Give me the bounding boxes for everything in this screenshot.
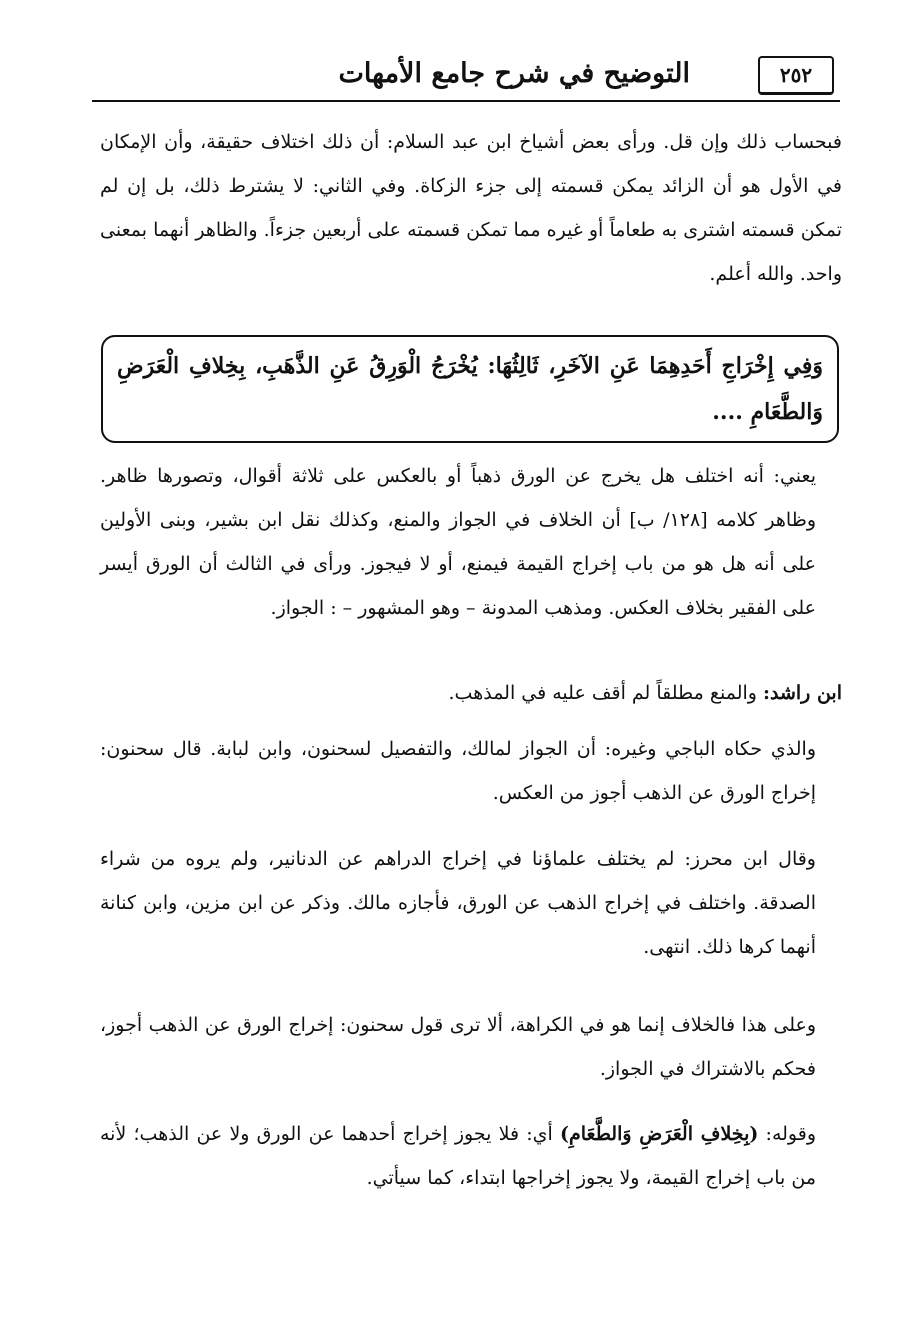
paragraph-4: والذي حكاه الباجي وغيره: أن الجواز لمالك، والتفصيل لسحنون، وابن لبابة. قال سحنون: إخراج الورق عن الذهب أجوز من العكس. <box>100 738 816 804</box>
paragraph-3 <box>100 671 842 715</box>
page-header <box>92 52 840 102</box>
paragraph-6: وعلى هذا فالخلاف إنما هو في الكراهة، ألا ترى قول سحنون: إخراج الورق عن الذهب أجوز، فحكم بالاشتراك في الجواز. <box>100 1014 816 1080</box>
paragraph-7 <box>100 1112 842 1200</box>
paragraph-1: فبحساب ذلك وإن قل. ورأى بعض أشياخ ابن عبد السلام: أن ذلك اختلاف حقيقة، وأن الإمكان في الأول هو أن الزائد يمكن قسمته إلى جزء الزكاة. وفي الثاني: لا يشترط ذلك، بل إن لم تمكن قسمته اشترى به طعاماً أو غيره مما تمكن قسمته على أربعين جزءاً. والظاهر أنهما بمعنى واحد. والله أعلم. <box>100 131 842 285</box>
matn-box <box>101 335 839 443</box>
paragraph-5: وقال ابن محرز: لم يختلف علماؤنا في إخراج الدراهم عن الدنانير، ولم يروه من شراء الصدقة. واختلف في إخراج الذهب عن الورق، فأجازه مالك. وذكر عن ابن مزين، وابن كنانة أنهما كرها ذلك. انتهى. <box>100 848 816 958</box>
matn-text: وَفِي إِخْرَاجِ أَحَدِهِمَا عَنِ الآخَرِ، ثَالِثُهَا: يُخْرَجُ الْوَرِقُ عَنِ الذَّهَبِ، بِخِلافِ الْعَرَضِ وَالطَّعَامِ .... <box>117 353 823 425</box>
paragraph-3-label: ابن راشد: <box>762 682 842 704</box>
paragraph-3-text: والمنع مطلقاً لم أقف عليه في المذهب. <box>448 682 757 704</box>
paragraph-7-lead: وقوله: <box>765 1123 816 1145</box>
paragraph-7-quote: (بِخِلافِ الْعَرَضِ وَالطَّعَامِ) <box>560 1123 759 1145</box>
paragraph-7-text: أي: فلا يجوز إخراج أحدهما عن الورق ولا عن الذهب؛ لأنه من باب إخراج القيمة، ولا يجوز إخراجها ابتداء، كما سيأتي. <box>100 1123 816 1189</box>
book-title: التوضيح في شرح جامع الأمهات <box>338 58 690 89</box>
page-number: ٢٥٢ <box>758 56 834 95</box>
paragraph-2: يعني: أنه اختلف هل يخرج عن الورق ذهباً أو بالعكس على ثلاثة أقوال، وتصورها ظاهر. وظاهر كلامه [١٢٨/ ب] أن الخلاف في الجواز والمنع، وكذلك نقل ابن بشير، وبنى الأولين على أنه هل هو من باب إخراج القيمة فيمنع، أو لا فيجوز. ورأى في الثالث أن الورق أيسر على الفقير بخلاف العكس. ومذهب المدونة – وهو المشهور – : الجواز. <box>100 465 816 619</box>
